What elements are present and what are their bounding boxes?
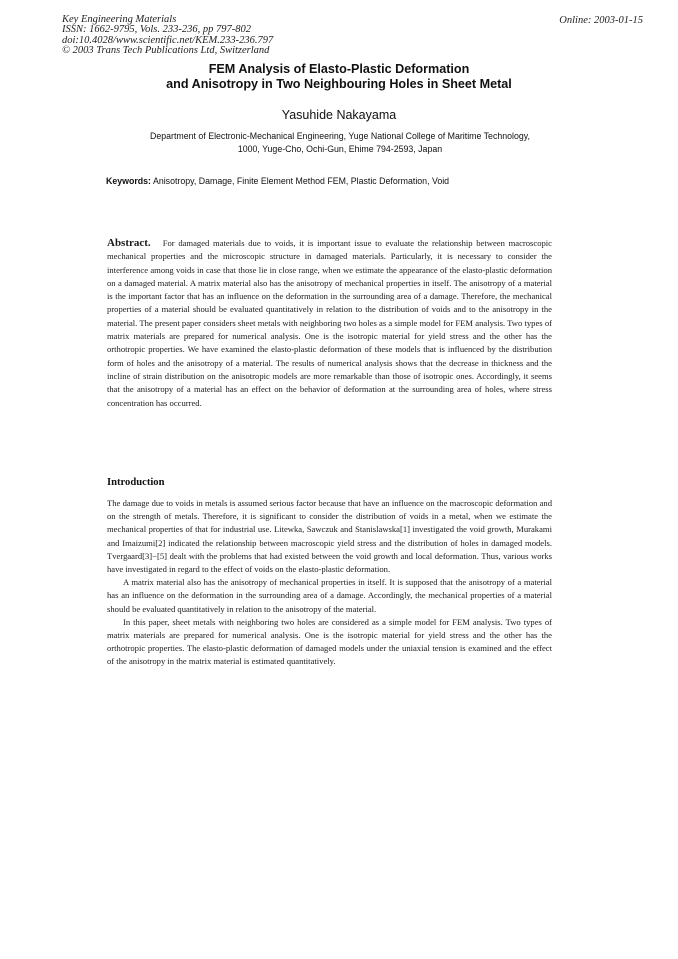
affiliation-line-2: 1000, Yuge-Cho, Ochi-Gun, Ehime 794-2593, Japan [237, 144, 443, 154]
copyright-line: © 2003 Trans Tech Publications Ltd, Switzerland [62, 44, 270, 56]
title-line-1: FEM Analysis of Elasto-Plastic Deformation [208, 62, 470, 76]
paper-title [0, 62, 678, 91]
title-line-2: and Anisotropy in Two Neighbouring Holes in Sheet Metal [166, 76, 512, 91]
intro-paragraph-3: In this paper, sheet metals with neighboring two holes are considered as a simple model for FEM analysis. Two types of matrix materials are prepared for numerical analysis. One is the isotropic material for yield stress and the other has the orthotropic properties. The elasto-plastic deformation of damaged models under the uniaxial tension is examined and the effect of the anisotropy in the matrix material is estimated quantitatively. [107, 616, 552, 667]
abstract-text: For damaged materials due to voids, it is important issue to evaluate the relationship between macroscopic mechanical properties and the microscopic structure in damaged materials. Particularly, it is necessary to consider the interference among voids in case that those lie in close range, when we estimate the appearance of the elasto-plastic deformation on a damaged material. A matrix material also has the anisotropy of mechanical properties in itself. The anisotropy of a material is the important factor that has an influence on the deformation in the surrounding area of a damage. Therefore, the mechanical properties of a material should be evaluated quantitatively in relation to the distribution of voids and to the anisotropy in the material. The present paper considers sheet metals with neighboring two holes as a simple model for FEM analysis. Two types of matrix materials are prepared for numerical analysis. One is the isotropic material for yield stress and the other has the orthotropic properties. We have examined the elasto-plastic deformation of these models that is influenced by the distribution form of holes and the anisotropy of a material. The results of numerical analysis shows that the decrease in thickness and the incline of strain distribution on the anisotropic models are more remarkable than those of isotropic ones. Accordingly, it seems that the anisotropy of a material has an effect on the behavior of deformation at the surrounding area of holes, where stress concentration has occurred. [107, 238, 552, 408]
journal-name: Key Engineering Materials [62, 14, 177, 25]
issn-line: ISSN: 1662-9795, Vols. 233-236, pp 797-802 [62, 24, 251, 36]
abstract [107, 237, 552, 410]
keywords-text: Anisotropy, Damage, Finite Element Method FEM, Plastic Deformation, Void [152, 176, 450, 186]
introduction-heading: Introduction [107, 477, 165, 488]
keywords-label: Keywords: [106, 176, 151, 186]
journal-header [62, 15, 273, 56]
intro-paragraph-2: A matrix material also has the anisotropy of mechanical properties in itself. It is supposed that the anisotropy of a material has an influence on the deformation in the surrounding area of a damage. Accordingly, the mechanical properties of a material should be evaluated quantitatively in relation to the anisotropy of the material. [107, 577, 552, 614]
author-name: Yasuhide Nakayama [281, 108, 397, 122]
doi-line: doi:10.4028/www.scientific.net/KEM.233-236.797 [62, 34, 274, 46]
intro-paragraph-1: The damage due to voids in metals is assumed serious factor because that have an influence on the macroscopic deformation and on the strength of metals. Therefore, it is significant to consider the distribution of voids in a metal, when we estimate the mechanical properties of that for industrial use. Litewka, Sawczuk and Stanislawska[1] investigated the void growth, Murakami and Imaizumi[2] indicated the relationship between macroscopic yield stress and the distribution of holes in damaged models. Tvergaard[3]−[5] dealt with the problems that had existed between the void growth and local deformation. Thus, various works have investigated in regard to the effect of voids on the elasto-plastic deformation. [107, 498, 552, 575]
abstract-label: Abstract. [107, 237, 151, 249]
affiliation [90, 130, 590, 156]
affiliation-line-1: Department of Electronic-Mechanical Engineering, Yuge National College of Maritime Technology, [150, 131, 530, 141]
keywords [106, 176, 576, 186]
introduction-body [107, 497, 552, 669]
online-date: Online: 2003-01-15 [559, 15, 643, 26]
